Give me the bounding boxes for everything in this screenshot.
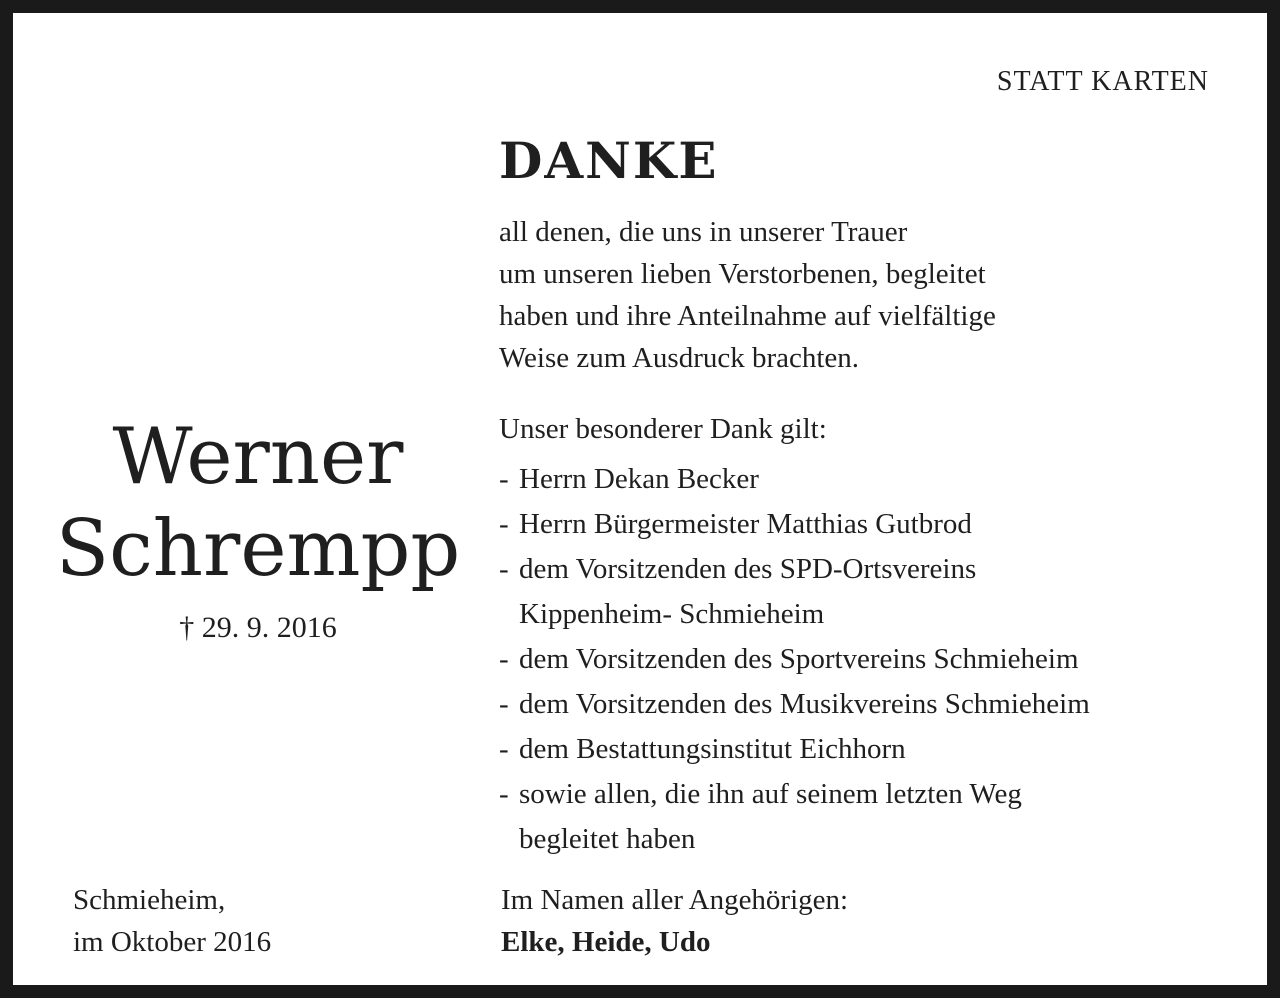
list-item-text: sowie allen, die ihn auf seinem letzten Weg (519, 778, 1022, 810)
dash-bullet: - (499, 643, 509, 675)
intro-line: Weise zum Ausdruck brachten. (499, 342, 860, 374)
thanks-list (499, 457, 1090, 862)
list-item-text: dem Bestattungsinstitut Eichhorn (519, 733, 906, 765)
dash-bullet: - (499, 553, 509, 585)
list-item-continuation: Kippenheim- Schmieheim (519, 598, 825, 630)
deceased-first-name: Werner (112, 412, 404, 502)
place-city: Schmieheim, (73, 884, 226, 916)
intro-line: all denen, die uns in unserer Trauer (499, 216, 908, 248)
list-item (499, 502, 1090, 547)
list-item-continuation: begleitet haben (519, 823, 696, 855)
list-item (499, 637, 1090, 682)
list-item-text: dem Vorsitzenden des SPD-Ortsvereins (519, 553, 977, 585)
place-date-block (73, 879, 271, 963)
statt-karten-label: STATT KARTEN (996, 66, 1209, 97)
dash-bullet: - (499, 778, 509, 810)
signature-intro: Im Namen aller Angehörigen: (501, 884, 849, 916)
intro-text (499, 211, 996, 379)
list-item (499, 547, 1090, 637)
dash-bullet: - (499, 508, 509, 540)
dash-bullet: - (499, 733, 509, 765)
list-item (499, 772, 1090, 862)
thanks-heading: Unser besonderer Dank gilt: (499, 413, 827, 445)
list-item-text: Herrn Dekan Becker (519, 463, 759, 495)
place-date: im Oktober 2016 (73, 926, 272, 958)
list-item-text: Herrn Bürgermeister Matthias Gutbrod (519, 508, 972, 540)
list-item (499, 727, 1090, 772)
dash-bullet: - (499, 688, 509, 720)
list-item (499, 682, 1090, 727)
list-item-text: dem Vorsitzenden des Sportvereins Schmieheim (519, 643, 1079, 675)
signature-names: Elke, Heide, Udo (501, 926, 711, 958)
list-item (499, 457, 1090, 502)
intro-line: um unseren lieben Verstorbenen, begleitet (499, 258, 986, 290)
list-item-text: dem Vorsitzenden des Musikvereins Schmieheim (519, 688, 1090, 720)
death-date: † 29. 9. 2016 (179, 611, 337, 644)
deceased-block (53, 411, 463, 645)
signature-block (501, 879, 848, 963)
page-title: DANKE (499, 131, 719, 190)
intro-line: haben und ihre Anteilnahme auf vielfältige (499, 300, 996, 332)
deceased-last-name: Schrempp (55, 504, 461, 594)
dash-bullet: - (499, 463, 509, 495)
